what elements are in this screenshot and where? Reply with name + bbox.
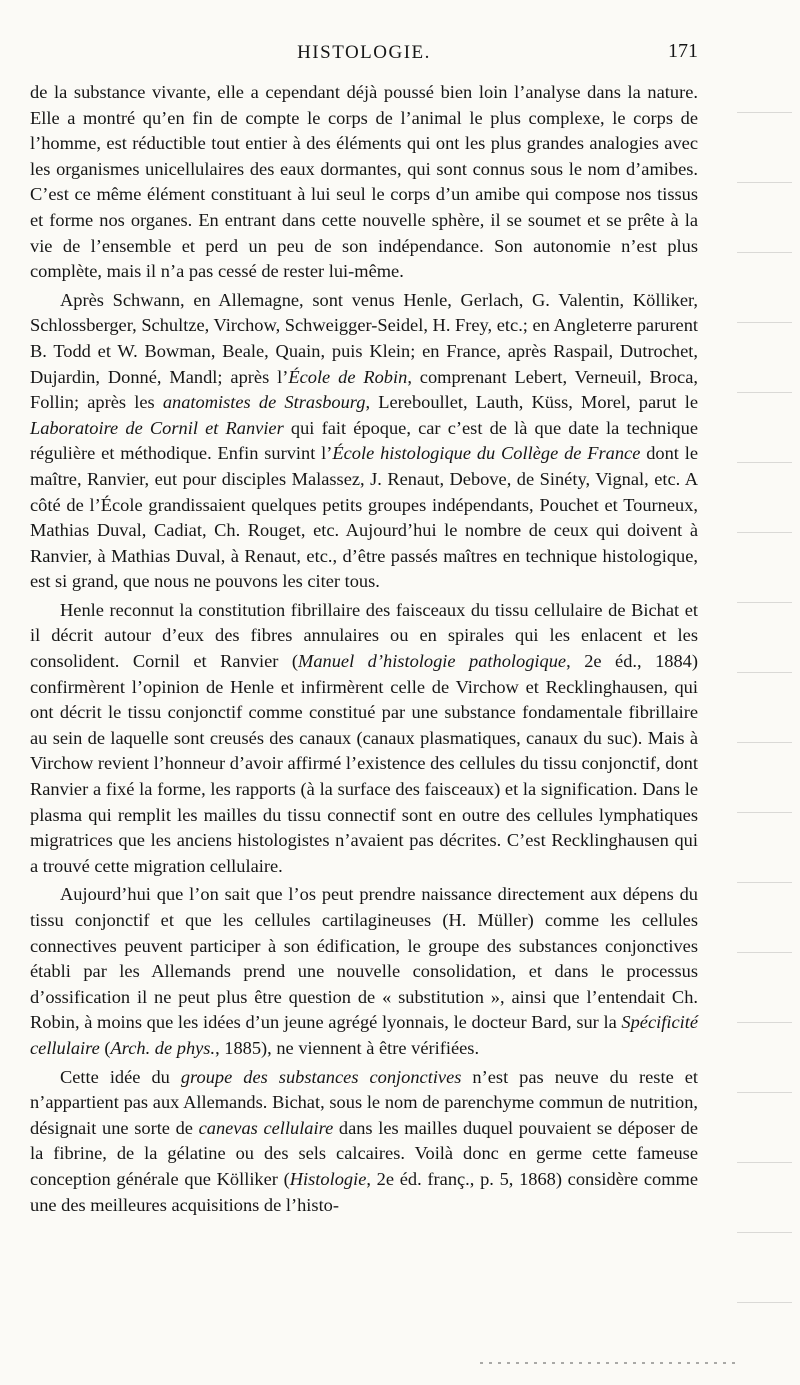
italic-text: Spécificité cellulaire	[30, 1012, 698, 1058]
italic-text: École de Robin	[288, 366, 408, 387]
paragraph	[30, 598, 698, 880]
paragraph	[30, 80, 698, 285]
margin-scan-noise	[737, 60, 792, 1360]
italic-text: groupe des substances conjonctives	[180, 1066, 462, 1087]
text-run: , comprenant Lebert, Verneuil, Broca, Follin; après les	[30, 366, 698, 413]
bottom-scan-noise	[480, 1362, 740, 1364]
text-run: , 1885), ne viennent à être vérifiées.	[215, 1037, 480, 1058]
italic-text: canevas cellulaire	[198, 1117, 334, 1138]
body-text	[30, 80, 698, 1218]
text-run: , 2e éd., 1884) confirmèrent l’opinion de Henle et infirmèrent celle de Virchow et Recklinghausen, qui ont décrit le tissu conjonctif comme constitué par une substance fondamentale fibrillaire au sein de laquelle sont creusés des canaux (canaux plasmatiques, canaux du suc). Mais à Virchow revient l’honneur d’avoir affirmé l’existence des cellules du tissu conjonctif, dont Ranvier a fixé la forme, les rapports (à la surface des faisceaux) et la signification. Dans le plasma qui remplit les mailles du tissu connectif sont en outre des cellules lymphatiques migratrices que les anciens histologistes n’avaient pas décrites. C’est Recklinghausen qui a trouvé cette migration cellulaire.	[30, 651, 698, 876]
text-run: (	[99, 1037, 111, 1058]
running-title: HISTOLOGIE.	[297, 42, 431, 63]
text-run: Henle reconnut la constitution fibrillaire des faisceaux du tissu cellulaire de Bichat et il décrit autour d’eux des fibres annulaires ou en spirales qui les enlacent et les consolident. Cornil et Ranvier (	[30, 599, 698, 672]
italic-text: École histologique du Collège de France	[332, 443, 641, 464]
text-run: dont le maître, Ranvier, eut pour disciples Malassez, J. Renaut, Debove, de Sinéty, Vignal, etc. A côté de l’École grandissaient quelques petits groupes indépendants, Pouchet et Tourneux, Mathias Duval, Cadiat, Ch. Rouget, etc. Aujourd’hui le nombre de ceux qui doivent à Ranvier, à Mathias Duval, à Renaut, etc., d’être passés maîtres en technique histologique, est si grand, que nous ne pouvons les citer tous.	[30, 443, 698, 592]
italic-text: Laboratoire de Cornil et Ranvier	[30, 417, 284, 438]
text-run: Aujourd’hui que l’on sait que l’os peut prendre naissance directement aux dépens du tissu conjonctif et que les cellules cartilagineuses (H. Müller) comme les cellules connectives peuvent participer à son édification, le groupe des substances conjonctives établi par les Allemands prend une nouvelle consolidation, et dans le processus d’ossification il ne peut plus être question de « substitution », ainsi que l’entendait Ch. Robin, à moins que les idées d’un jeune agrégé lyonnais, le docteur Bard, sur la	[30, 884, 698, 1033]
paragraph	[30, 1065, 698, 1219]
text-run: Cette idée du	[60, 1066, 181, 1087]
book-page	[30, 40, 698, 1218]
italic-text: Histologie	[289, 1168, 367, 1189]
page-number: 171	[668, 40, 698, 62]
text-run: qui fait époque, car c’est de là que date la technique régulière et méthodique. Enfin survint l’	[30, 417, 698, 464]
text-run: Après Schwann, en Allemagne, sont venus Henle, Gerlach, G. Valentin, Kölliker, Schlossberger, Schultze, Virchow, Schweigger-Seidel, H. Frey, etc.; en Angleterre parurent B. Todd et W. Bowman, Beale, Quain, puis Klein; en France, après Raspail, Dutrochet, Dujardin, Donné, Mandl; après l’	[30, 289, 698, 387]
italic-text: Arch. de phys.	[110, 1037, 216, 1058]
running-head	[30, 40, 698, 68]
text-run: , 2e éd. franç., p. 5, 1868) considère comme une des meilleures acquisitions de l’histo-	[30, 1168, 698, 1215]
paragraph	[30, 882, 698, 1061]
text-run: dans les mailles duquel pouvaient se déposer de la fibrine, de la gélatine ou des sels calcaires. Voilà donc en germe cette fameuse conception générale que Kölliker (	[30, 1117, 698, 1189]
italic-text: anatomistes de Strasbourg	[162, 392, 366, 413]
italic-text: Manuel d’histologie pathologique	[298, 651, 567, 672]
text-run: n’est pas neuve du reste et n’appartient pas aux Allemands. Bichat, sous le nom de parenchyme commun de nutrition, désignait une sorte de	[30, 1066, 699, 1138]
text-run: de la substance vivante, elle a cependant déjà poussé bien loin l’analyse dans la nature. Elle a montré qu’en fin de compte le corps de l’animal le plus complexe, le corps de l’homme, est réductible tout entier à des éléments qui ont les plus grandes analogies avec les organismes unicellulaires des eaux dormantes, qui sont connus sous le nom d’amibes. C’est ce même élément constituant à lui seul le corps d’un amibe qui compose nos tissus et forme nos organes. En entrant dans cette nouvelle sphère, il se soumet et se prête à la vie de l’ensemble et perd un peu de son indépendance. Son autonomie n’est plus complète, mais il n’a pas cessé de rester lui-même.	[30, 82, 698, 282]
paragraph	[30, 288, 698, 595]
text-run: , Lereboullet, Lauth, Küss, Morel, parut le	[365, 392, 698, 413]
